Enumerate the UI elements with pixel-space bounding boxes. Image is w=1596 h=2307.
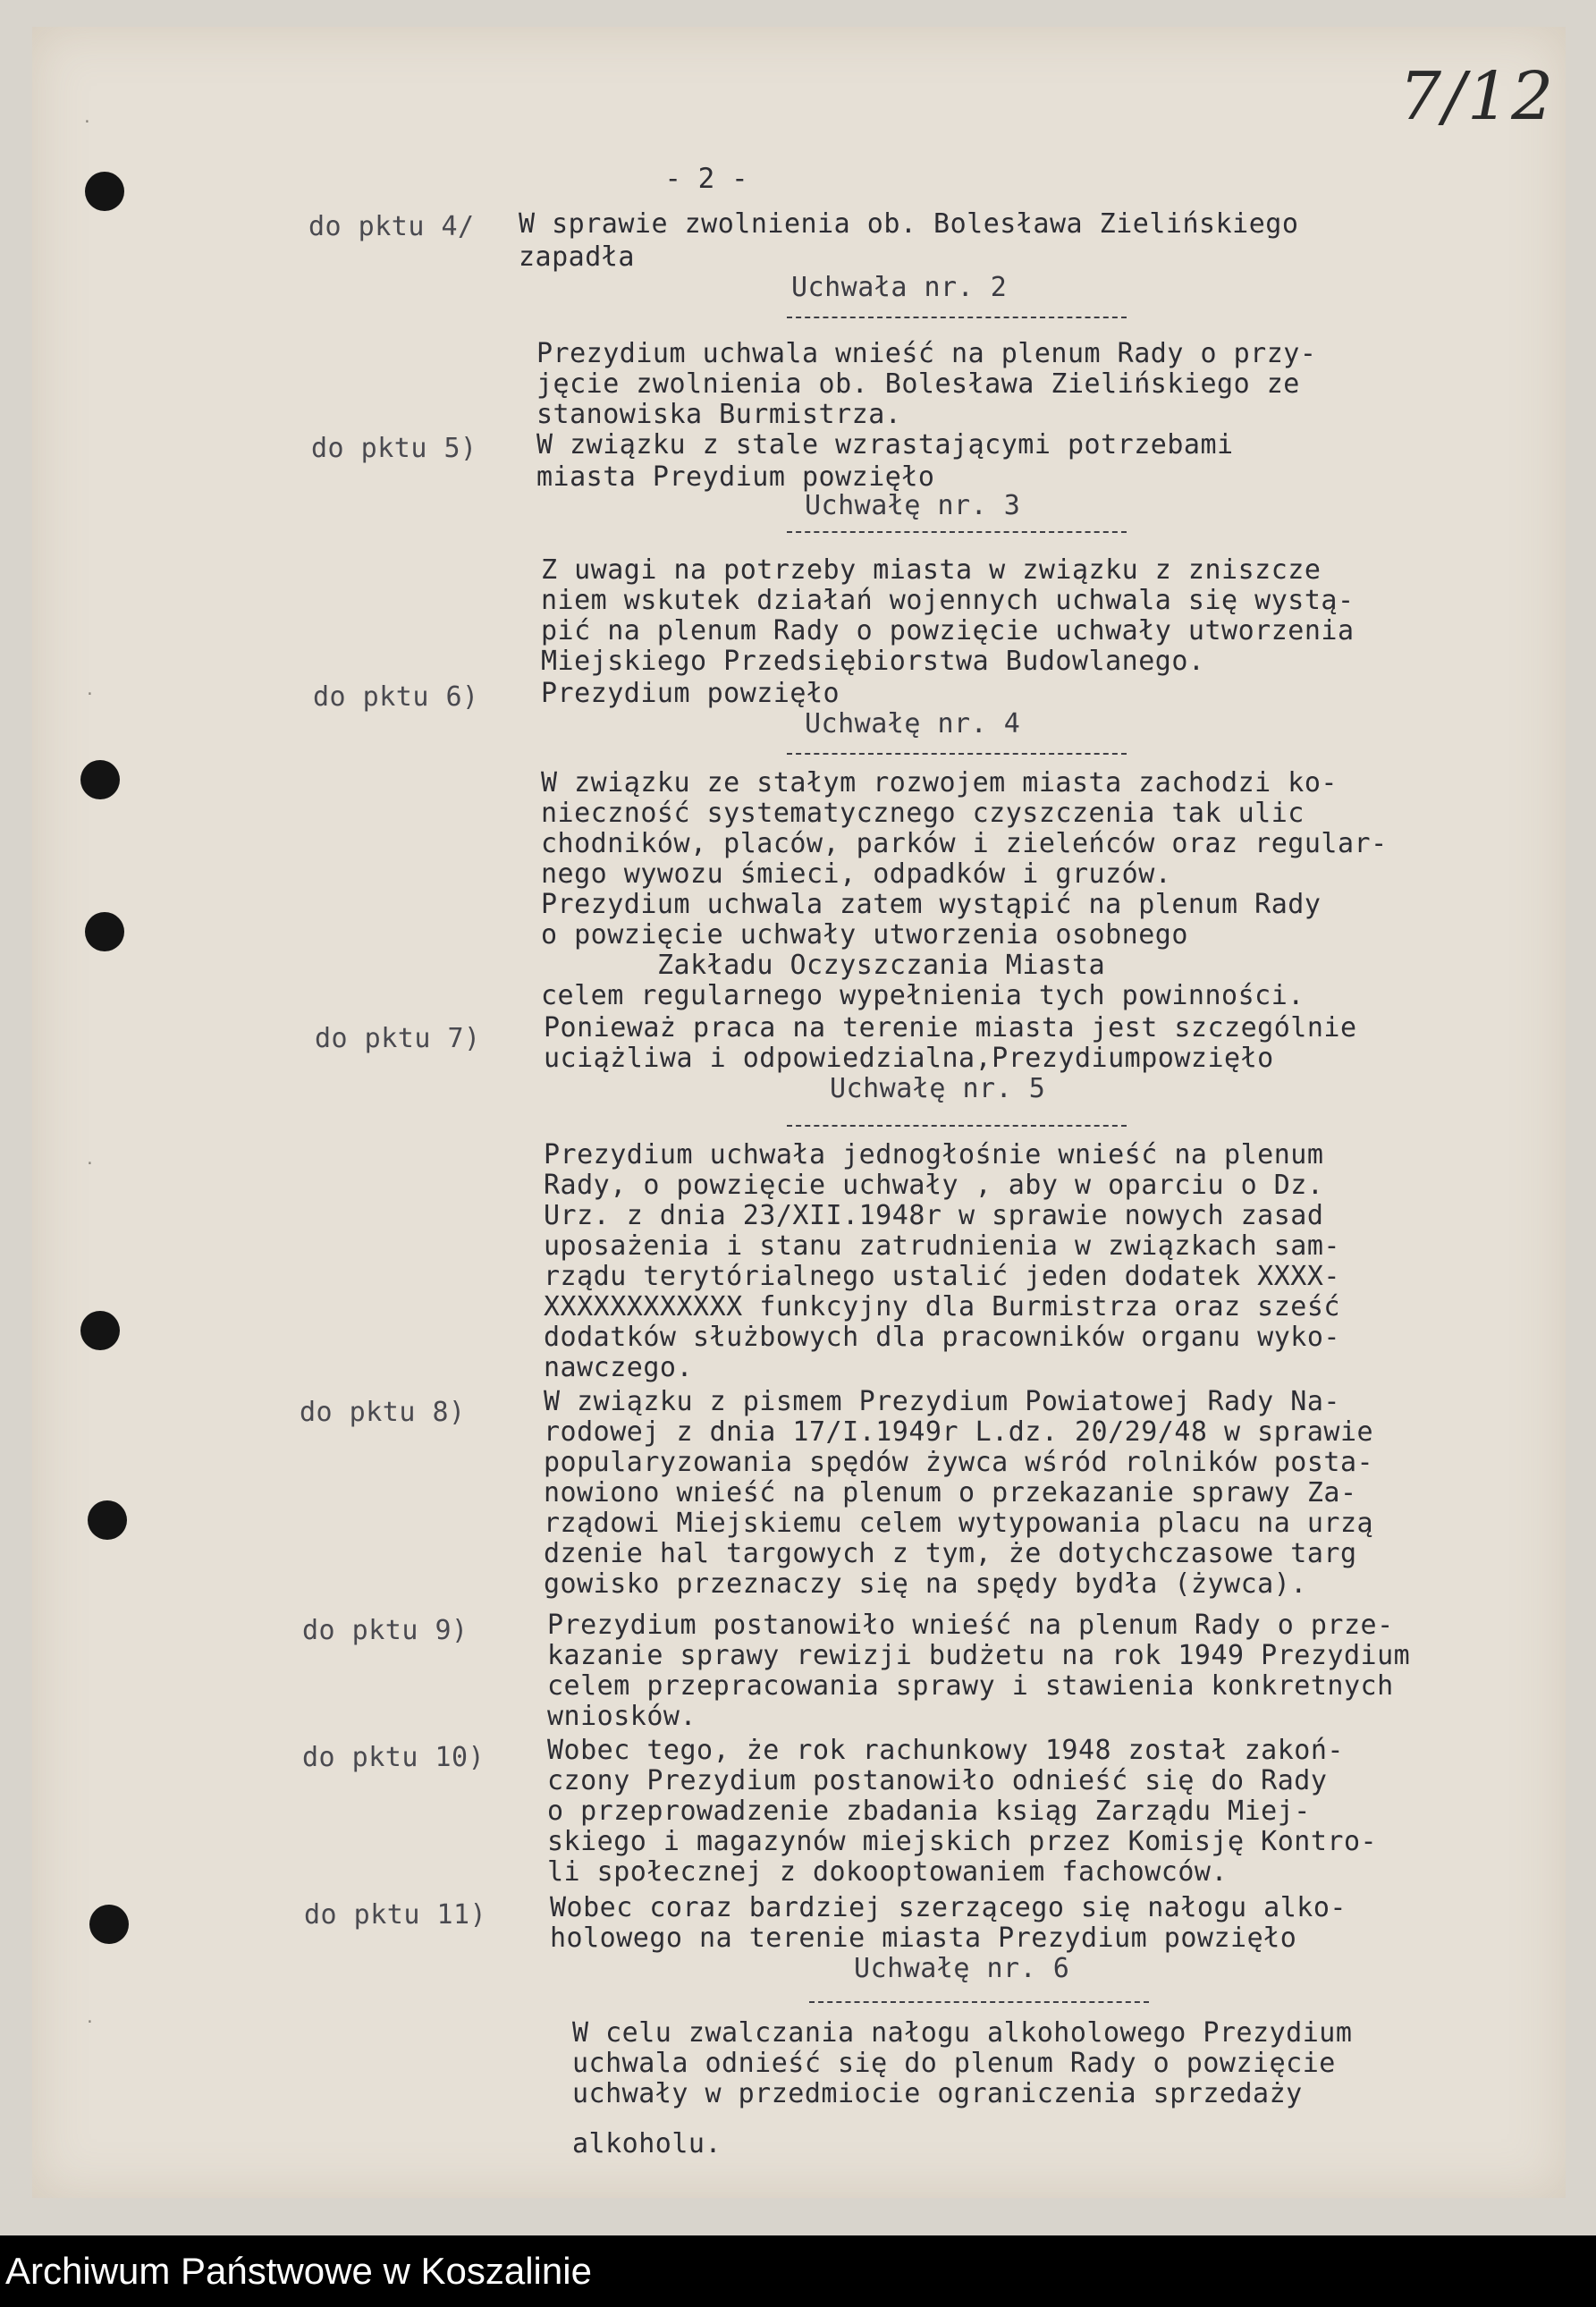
item-text-line: W związku z stale wzrastającymi potrzebami bbox=[536, 429, 1234, 461]
resolution-heading: Uchwałę nr. 5 bbox=[830, 1073, 1046, 1104]
resolution-heading: Uchwała nr. 2 bbox=[791, 272, 1008, 303]
item-text-line: holowego na terenie miasta Prezydium powzięło bbox=[550, 1922, 1297, 1954]
resolution-text-line: uchwały w przedmiocie ograniczenia sprzedaży bbox=[572, 2078, 1303, 2109]
punch-hole bbox=[80, 1311, 120, 1350]
item-text-line: gowisko przeznaczy się na spędy bydła (żywca). bbox=[544, 1568, 1307, 1600]
item-text-line: wniosków. bbox=[547, 1701, 697, 1732]
resolution-text-line: celem regularnego wypełnienia tych powinności. bbox=[541, 980, 1305, 1011]
resolution-text-line: W celu zwalczania nałogu alkoholowego Prezydium bbox=[572, 2017, 1353, 2049]
item-label-4: do pktu 4/ bbox=[308, 211, 475, 242]
item-label-9: do pktu 9) bbox=[302, 1615, 469, 1646]
item-text-line: Prezydium postanowiło wnieść na plenum Rady o prze- bbox=[547, 1610, 1394, 1641]
punch-hole bbox=[88, 1500, 127, 1540]
item-text-line: zapadła bbox=[519, 241, 635, 273]
punch-hole bbox=[85, 172, 124, 211]
resolution-text-line: Zakładu Oczyszczania Miasta bbox=[657, 950, 1106, 981]
item-text-line: o przeprowadzenie zbadania ksiąg Zarządu Miej- bbox=[547, 1796, 1311, 1827]
resolution-text-line: uposażenia i stanu zatrudnienia w związkach sam- bbox=[544, 1230, 1340, 1262]
margin-mark: · bbox=[85, 2013, 95, 2032]
item-text-line: miasta Preydium powzięło bbox=[536, 461, 935, 493]
separator-rule bbox=[809, 2001, 1149, 2003]
margin-mark: · bbox=[85, 1154, 95, 1173]
resolution-text-line: chodników, placów, parków i zieleńców oraz regular- bbox=[541, 828, 1388, 859]
resolution-text-line: Miejskiego Przedsiębiorstwa Budowlanego. bbox=[541, 646, 1205, 677]
item-text-line: Wobec coraz bardziej szerzącego się nałogu alko- bbox=[550, 1892, 1347, 1923]
resolution-text-line: alkoholu. bbox=[572, 2128, 722, 2159]
item-text-line: Prezydium powzięło bbox=[541, 678, 840, 709]
margin-mark: · bbox=[85, 685, 95, 704]
folio-number: 7/12 bbox=[1399, 58, 1556, 135]
punch-hole bbox=[80, 760, 120, 799]
resolution-text-line: Prezydium uchwala zatem wystąpić na plenum Rady bbox=[541, 889, 1322, 920]
item-label-8: do pktu 8) bbox=[300, 1397, 466, 1428]
separator-rule bbox=[787, 317, 1127, 318]
resolution-heading: Uchwałę nr. 4 bbox=[805, 708, 1021, 739]
item-text-line: popularyzowania spędów żywca wśród rolników posta- bbox=[544, 1447, 1374, 1478]
resolution-text-line: nego wywozu śmieci, odpadków i gruzów. bbox=[541, 858, 1172, 890]
resolution-text-line: o powzięcie uchwały utworzenia osobnego bbox=[541, 919, 1188, 951]
page-number: - 2 - bbox=[664, 163, 748, 195]
item-text-line: W związku z pismem Prezydium Powiatowej Rady Na- bbox=[544, 1386, 1340, 1417]
resolution-heading: Uchwałę nr. 6 bbox=[854, 1953, 1070, 1984]
item-text-line: dzenie hal targowych z tym, że dotychczasowe targ bbox=[544, 1538, 1357, 1569]
item-text-line: skiego i magazynów miejskich przez Komisję Kontro- bbox=[547, 1826, 1378, 1857]
resolution-heading: Uchwałę nr. 3 bbox=[805, 490, 1021, 521]
punch-hole bbox=[85, 912, 124, 951]
item-text-line: czony Prezydium postanowiło odnieść się do Rady bbox=[547, 1765, 1328, 1796]
resolution-text-line: W związku ze stałym rozwojem miasta zachodzi ko- bbox=[541, 767, 1338, 799]
item-text-line: nowiono wnieść na plenum o przekazanie sprawy Za- bbox=[544, 1477, 1357, 1508]
punch-hole bbox=[89, 1905, 129, 1944]
item-label-11: do pktu 11) bbox=[304, 1899, 487, 1931]
item-text-line: rodowej z dnia 17/I.1949r L.dz. 20/29/48 w sprawie bbox=[544, 1416, 1374, 1448]
item-label-10: do pktu 10) bbox=[302, 1742, 486, 1773]
item-text-line: celem przepracowania sprawy i stawienia konkretnych bbox=[547, 1670, 1394, 1702]
item-text-line: uciążliwa i odpowiedzialna,Prezydiumpowzięło bbox=[544, 1043, 1274, 1074]
item-label-7: do pktu 7) bbox=[315, 1023, 481, 1054]
resolution-text-line: rządu terytórialnego ustalić jeden dodatek XXXX- bbox=[544, 1261, 1340, 1292]
item-text-line: li społecznej z dokooptowaniem fachowców. bbox=[547, 1856, 1229, 1888]
resolution-text-line: nawczego. bbox=[544, 1352, 694, 1383]
resolution-text-line: Z uwagi na potrzeby miasta w związku z zniszcze bbox=[541, 554, 1322, 586]
item-text-line: Ponieważ praca na terenie miasta jest szczególnie bbox=[544, 1012, 1357, 1044]
resolution-text-line: stanowiska Burmistrza. bbox=[536, 399, 902, 430]
resolution-text-line: Urz. z dnia 23/XII.1948r w sprawie nowych zasad bbox=[544, 1200, 1324, 1231]
resolution-text-line: pić na plenum Rady o powzięcie uchwały utworzenia bbox=[541, 615, 1355, 646]
resolution-text-line: Rady, o powzięcie uchwały , aby w oparciu o Dz. bbox=[544, 1170, 1324, 1201]
resolution-text-line: Prezydium uchwała jednogłośnie wnieść na plenum bbox=[544, 1139, 1324, 1170]
item-text-line: rządowi Miejskiemu celem wytypowania placu na urzą bbox=[544, 1508, 1374, 1539]
separator-rule bbox=[787, 1125, 1127, 1127]
separator-rule bbox=[787, 531, 1127, 533]
item-text-line: Wobec tego, że rok rachunkowy 1948 został zakoń- bbox=[547, 1735, 1344, 1766]
resolution-text-line: niem wskutek działań wojennych uchwala się wystą- bbox=[541, 585, 1355, 616]
resolution-text-line: jęcie zwolnienia ob. Bolesława Zielińskiego ze bbox=[536, 368, 1300, 400]
item-label-6: do pktu 6) bbox=[313, 681, 479, 713]
item-text-line: W sprawie zwolnienia ob. Bolesława Zielińskiego bbox=[519, 208, 1299, 240]
margin-mark: · bbox=[82, 113, 92, 131]
archive-name: Archiwum Państwowe w Koszalinie bbox=[5, 2250, 592, 2292]
item-label-5: do pktu 5) bbox=[311, 433, 477, 464]
resolution-text-line: XXXXXXXXXXXX funkcyjny dla Burmistrza oraz sześć bbox=[544, 1291, 1340, 1323]
resolution-text-line: dodatków służbowych dla pracowników organu wyko- bbox=[544, 1322, 1340, 1353]
item-text-line: kazanie sprawy rewizji budżetu na rok 1949 Prezydium bbox=[547, 1640, 1411, 1671]
resolution-text-line: uchwala odnieść się do plenum Rady o powzięcie bbox=[572, 2048, 1336, 2079]
resolution-text-line: Prezydium uchwala wnieść na plenum Rady o przy- bbox=[536, 338, 1317, 369]
resolution-text-line: nieczność systematycznego czyszczenia tak ulic bbox=[541, 798, 1305, 829]
separator-rule bbox=[787, 753, 1127, 755]
